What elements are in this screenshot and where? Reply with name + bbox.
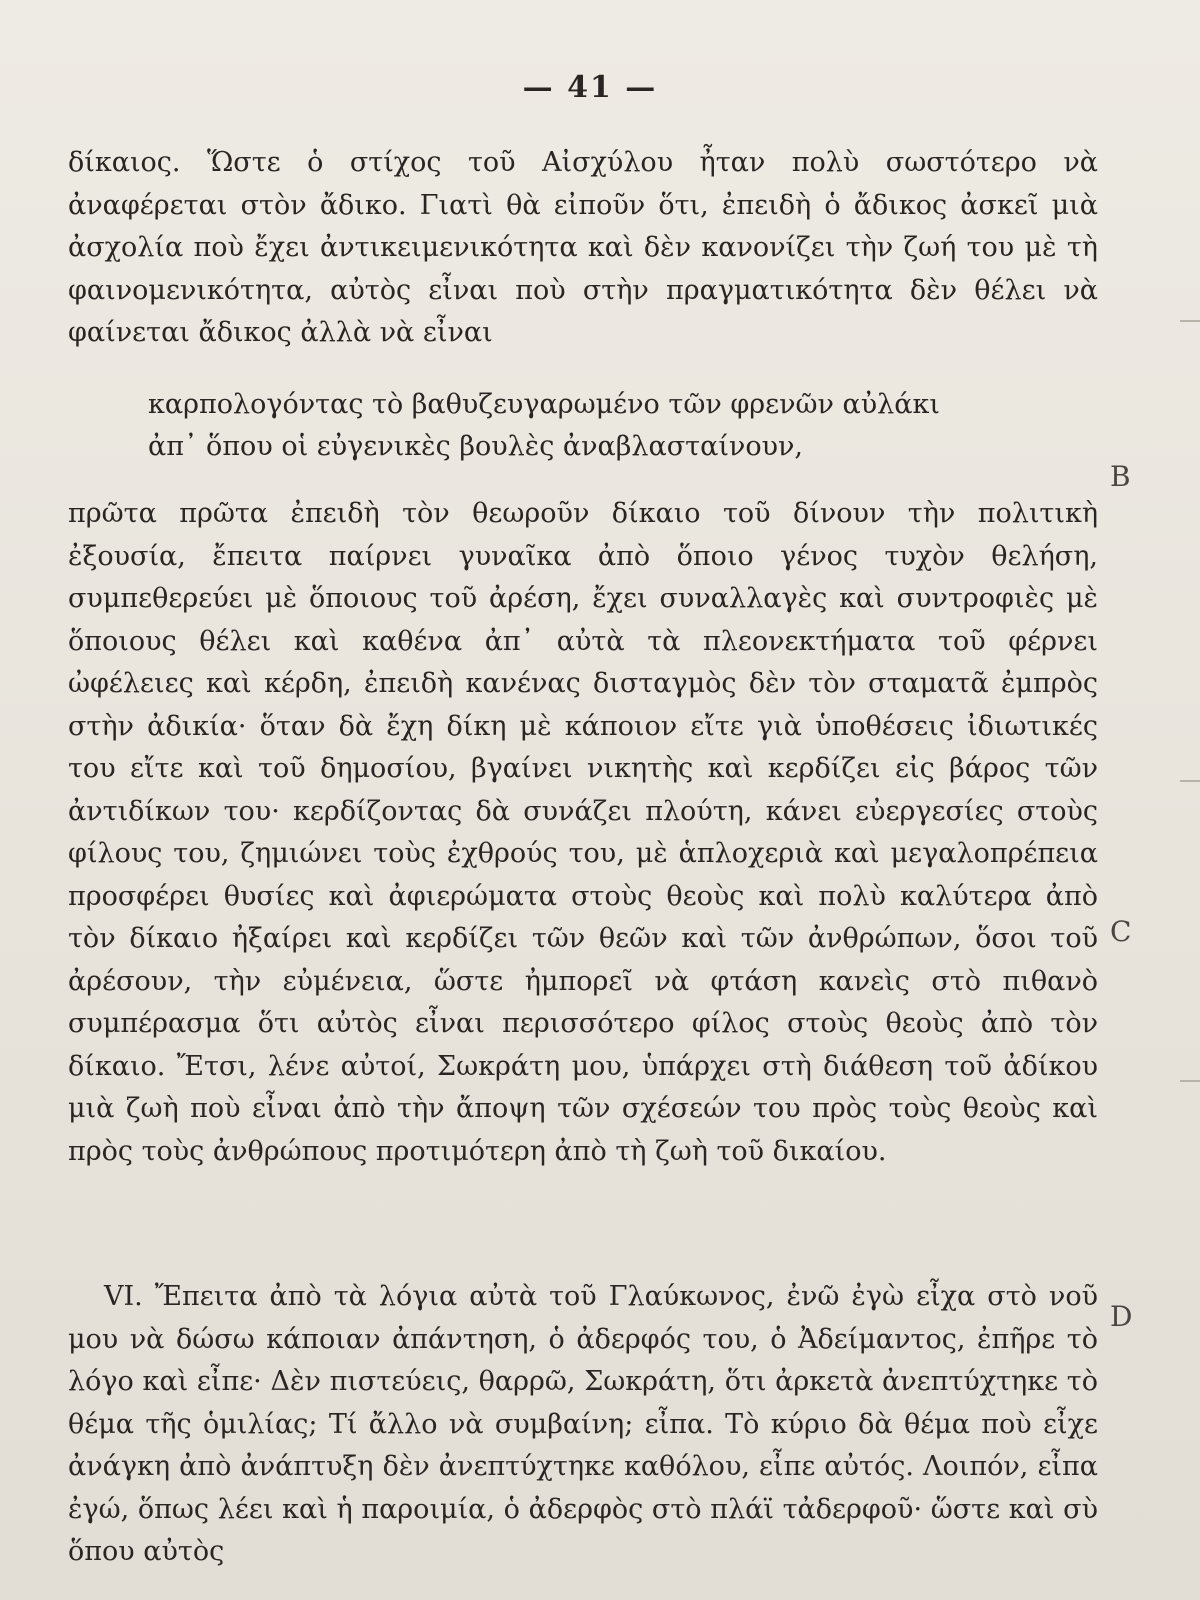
page-number: — 41 — <box>522 70 658 105</box>
paragraph-2: πρῶτα πρῶτα ἐπειδὴ τὸν θεωροῦν δίκαιο τοῦ δίνουν τὴν πολιτικὴ ἐξουσία, ἔπειτα παίρνει γυναῖκα ἀπὸ ὅποιο γένος τυχὸν θελήση, συμπεθερεύει μὲ ὅποιους τοῦ ἀρέση, ἔχει συναλλαγὲς καὶ συντροφιὲς μὲ ὅποιους θέλει καὶ καθένα ἀπ᾿ αὐτὰ τὰ πλεονεκτήματα τοῦ φέρνει ὠφέλειες καὶ κέρδη, ἐπειδὴ κανένας δισταγμὸς δὲν τὸν σταματᾶ ἐμπρὸς στὴν ἀδικία· ὅταν δὰ ἔχη δίκη μὲ κάποιον εἴτε γιὰ ὑποθέσεις ἰδιωτικές του εἴτε καὶ τοῦ δημοσίου, βγαίνει νικητὴς καὶ κερδίζει εἰς βάρος τῶν ἀντιδίκων του· κερδίζοντας δὰ συνάζει πλούτη, κάνει εὐεργεσίες στοὺς φίλους του, ζημιώνει τοὺς ἐχθρούς του, μὲ ἁπλοχεριὰ καὶ μεγαλοπρέπεια προσφέρει θυσίες καὶ ἀφιερώματα στοὺς θεοὺς καὶ πολὺ καλύτερα ἀπὸ τὸν δίκαιο ἠξαίρει καὶ κερδίζει τῶν θεῶν καὶ τῶν ἀνθρώπων, ὅσοι τοῦ ἀρέσουν, τὴν εὐμένεια, ὥστε ἠμπορεῖ νὰ φτάση κανεὶς στὸ πιθανὸ συμπέρασμα ὅτι αὐτὸς εἶναι περισσότερο φίλος στοὺς θεοὺς ἀπὸ τὸν δίκαιο. Ἔτσι, λένε αὐτοί, Σωκράτη μου, ὑπάρχει στὴ διάθεση τοῦ ἀδίκου μιὰ ζωὴ ποὺ εἶναι ἀπὸ τὴν ἄποψη τῶν σχέσεών του πρὸς τοὺς θεοὺς καὶ πρὸς τοὺς ἀνθρώπους προτιμότερη ἀπὸ τὴ ζωὴ τοῦ δικαίου. <box>68 498 1098 1167</box>
margin-marker-b: B <box>1110 460 1131 493</box>
bleed-through-mark <box>1180 1080 1200 1082</box>
bleed-through-mark <box>1180 780 1200 782</box>
paragraph-1: δίκαιος. Ὥστε ὁ στίχος τοῦ Αἰσχύλου ἦταν πολὺ σωστότερο νὰ ἀναφέρεται στὸν ἄδικο. Γιατὶ θὰ εἰποῦν ὅτι, ἐπειδὴ ὁ ἄδικος ἀσκεῖ μιὰ ἀσχολία ποὺ ἔχει ἀντικειμενικότητα καὶ δὲν κανονίζει τὴν ζωή του μὲ τὴ φαινομενικότητα, αὐτὸς εἶναι ποὺ στὴν πραγματικότητα δὲν θέλει νὰ φαίνεται ἄδικος ἀλλὰ νὰ εἶναι <box>68 147 1098 348</box>
bleed-through-mark <box>1180 320 1200 322</box>
verse-line-2: ἀπ᾿ ὅπου οἱ εὐγενικὲς βουλὲς ἀναβλασταίνουν, <box>148 431 804 462</box>
margin-marker-c: C <box>1110 915 1132 948</box>
paragraph-3: VI. Ἔπειτα ἀπὸ τὰ λόγια αὐτὰ τοῦ Γλαύκωνος, ἐνῶ ἐγὼ εἶχα στὸ νοῦ μου νὰ δώσω κάποιαν ἀπάντηση, ὁ ἀδερφός του, ὁ Ἀδείμαντος, ἐπῆρε τὸ λόγο καὶ εἶπε· Δὲν πιστεύεις, θαρρῶ, Σωκράτη, ὅτι ἀρκετὰ ἀνεπτύχτηκε τὸ θέμα τῆς ὁμιλίας; Τί ἄλλο νὰ συμβαίνη; εἶπα. Τὸ κύριο δὰ θέμα ποὺ εἶχε ἀνάγκη ἀπὸ ἀνάπτυξη δὲν ἀνεπτύχτηκε καθόλου, εἶπε αὐτός. Λοιπόν, εἶπα ἐγώ, ὅπως λέει καὶ ἡ παροιμία, ὁ ἀδερφὸς στὸ πλάϊ τἀδερφοῦ· ὥστε καὶ σὺ ὅπου αὐτὸς <box>68 1281 1098 1567</box>
verse-quote <box>148 384 1048 468</box>
verse-line-1: καρπολογόντας τὸ βαθυζευγαρωμένο τῶν φρενῶν αὐλάκι <box>148 389 940 420</box>
margin-marker-d: D <box>1110 1300 1133 1333</box>
